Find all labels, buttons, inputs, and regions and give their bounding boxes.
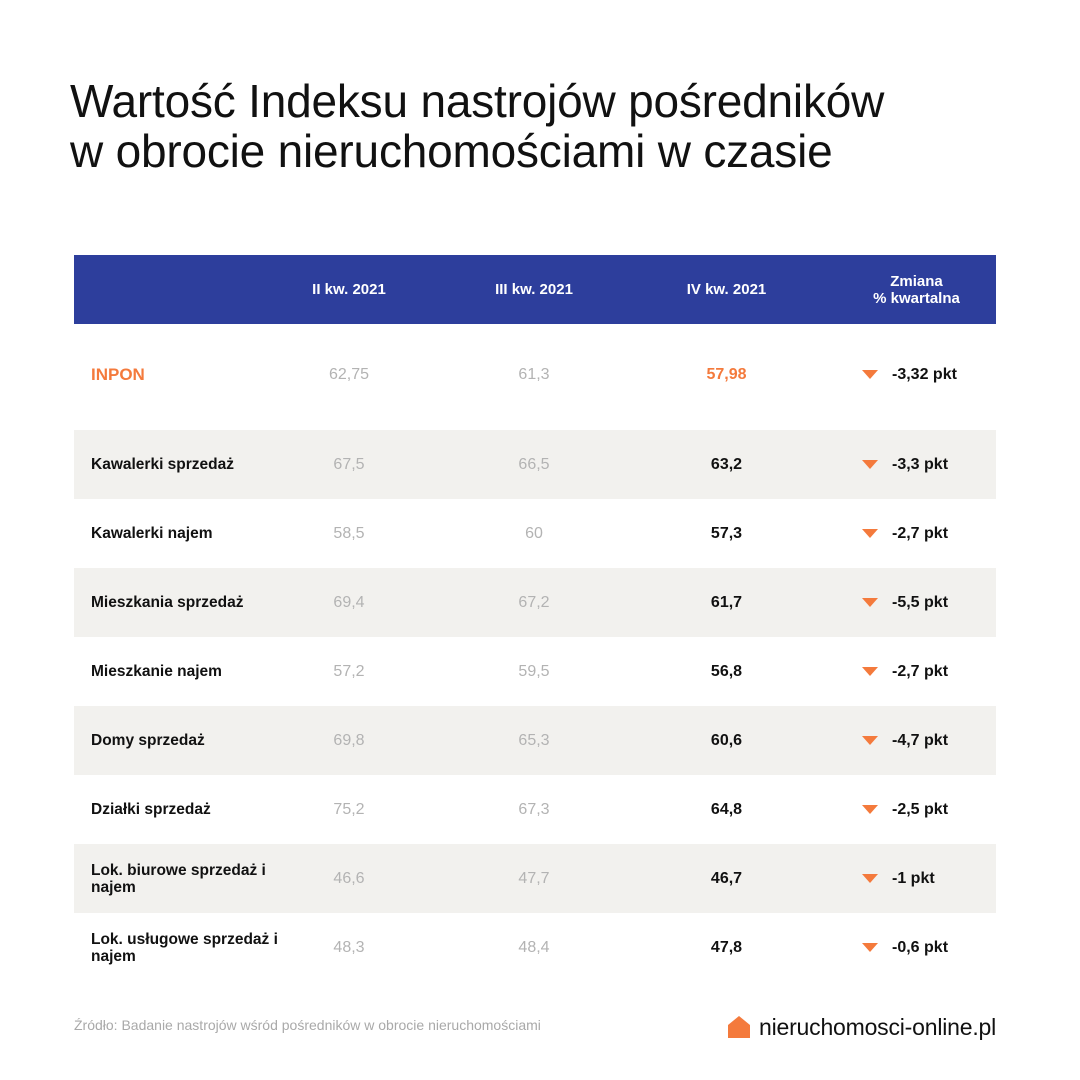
row-label: Lok. usługowe sprzedaż i najem	[91, 930, 278, 965]
table-row	[74, 430, 996, 499]
change-cell	[862, 637, 996, 706]
value-q3: 67,2	[518, 593, 550, 611]
value-q2: 75,2	[333, 800, 365, 818]
table-row	[74, 844, 996, 913]
value-q2: 57,2	[333, 662, 365, 680]
change-cell	[862, 568, 996, 637]
source-note: Źródło: Badanie nastrojów wśród pośredników w obrocie nieruchomościami	[74, 1017, 541, 1033]
value-q2: 69,4	[333, 593, 365, 611]
title-line-1: Wartość Indeksu nastrojów pośredników	[70, 75, 885, 127]
value-q2: 46,6	[333, 869, 365, 887]
row-label: Kawalerki najem	[91, 525, 213, 542]
change-value: -2,5 pkt	[892, 800, 949, 818]
value-q2: 67,5	[333, 455, 365, 473]
row-label: Mieszkanie najem	[91, 663, 222, 680]
value-q2: 58,5	[333, 524, 365, 542]
table-row	[74, 568, 996, 637]
value-q3: 67,3	[518, 800, 550, 818]
table-row	[74, 499, 996, 568]
down-triangle-icon	[862, 667, 878, 676]
row-label: Lok. biurowe sprzedaż i najem	[91, 861, 266, 896]
value-q4: 57,98	[706, 366, 747, 383]
table-row	[74, 913, 996, 982]
value-q4: 61,7	[710, 593, 743, 611]
table-body	[74, 324, 996, 982]
value-q2: 69,8	[333, 731, 365, 749]
value-q2: 62,75	[328, 366, 370, 383]
change-value: -2,7 pkt	[892, 662, 949, 680]
value-q2: 48,3	[333, 938, 365, 956]
change-cell	[862, 913, 996, 982]
value-q3: 47,7	[518, 869, 550, 887]
table-header	[74, 255, 996, 324]
title-line-2: w obrocie nieruchomościami w czasie	[70, 125, 833, 177]
value-q4: 47,8	[710, 938, 743, 956]
header-change-line-1: Zmiana	[890, 272, 943, 290]
index-table	[74, 255, 996, 982]
change-value: -3,32 pkt	[892, 366, 957, 383]
change-value: -2,7 pkt	[892, 524, 949, 542]
value-q3: 60	[525, 524, 543, 542]
value-q3: 65,3	[518, 731, 550, 749]
change-cell	[862, 775, 996, 844]
down-triangle-icon	[862, 736, 878, 745]
brand-logo	[727, 1010, 996, 1044]
change-cell	[862, 324, 996, 430]
change-cell	[862, 499, 996, 568]
down-triangle-icon	[862, 598, 878, 607]
table-row	[74, 706, 996, 775]
down-triangle-icon	[862, 460, 878, 469]
change-cell	[862, 844, 996, 913]
value-q4: 57,3	[710, 524, 743, 542]
value-q4: 64,8	[710, 800, 743, 818]
value-q4: 56,8	[710, 662, 743, 680]
header-q4: IV kw. 2021	[686, 281, 767, 298]
value-q3: 61,3	[518, 366, 550, 383]
down-triangle-icon	[862, 943, 878, 952]
change-cell	[862, 430, 996, 499]
change-value: -3,3 pkt	[892, 455, 949, 473]
change-value: -1 pkt	[892, 869, 935, 887]
row-label: Domy sprzedaż	[91, 732, 205, 749]
change-value: -0,6 pkt	[892, 938, 949, 956]
row-label: Działki sprzedaż	[91, 801, 211, 818]
value-q4: 63,2	[710, 455, 743, 473]
change-value: -4,7 pkt	[892, 731, 949, 749]
header-q2: II kw. 2021	[312, 281, 386, 298]
table-row	[74, 637, 996, 706]
house-icon	[727, 1015, 751, 1039]
down-triangle-icon	[862, 370, 878, 379]
chart-title	[70, 76, 1030, 176]
down-triangle-icon	[862, 874, 878, 883]
down-triangle-icon	[862, 529, 878, 538]
value-q3: 59,5	[518, 662, 550, 680]
change-cell	[862, 706, 996, 775]
value-q3: 66,5	[518, 455, 550, 473]
table-row	[74, 775, 996, 844]
down-triangle-icon	[862, 805, 878, 814]
value-q4: 60,6	[710, 731, 743, 749]
value-q4: 46,7	[710, 869, 743, 887]
header-change	[844, 255, 989, 324]
row-label: Kawalerki sprzedaż	[91, 456, 235, 473]
header-q3: III kw. 2021	[495, 281, 573, 298]
table-row-inpon	[74, 324, 996, 430]
brand-name: nieruchomosci-online.pl	[759, 1013, 997, 1040]
header-change-line-2: % kwartalna	[873, 289, 960, 307]
change-value: -5,5 pkt	[892, 593, 949, 611]
row-label: INPON	[91, 365, 145, 384]
value-q3: 48,4	[518, 938, 550, 956]
row-label: Mieszkania sprzedaż	[91, 594, 244, 611]
